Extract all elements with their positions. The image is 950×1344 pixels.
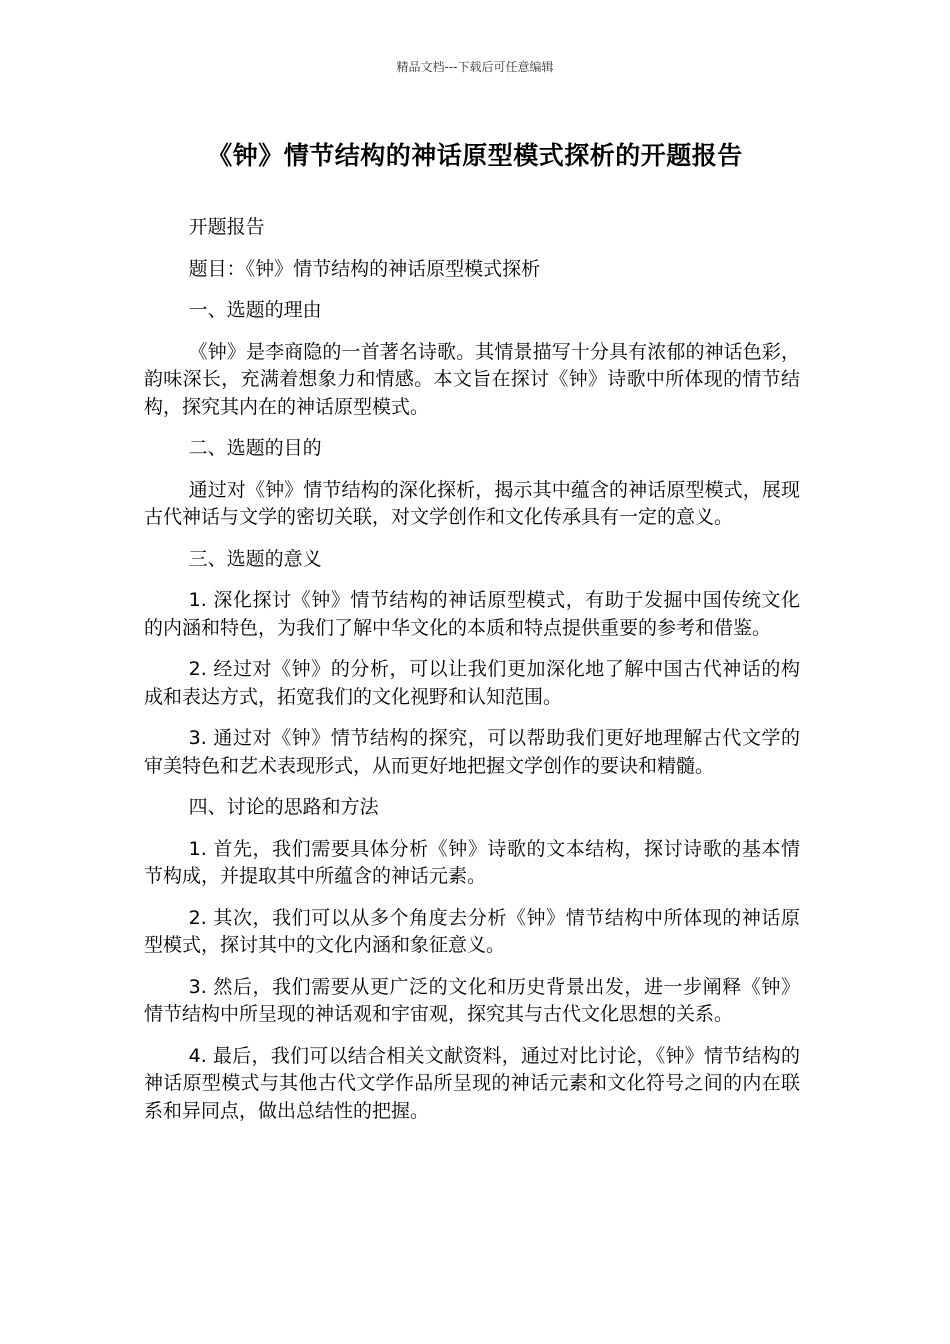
list-item: 2. 其次，我们可以从多个角度去分析《钟》情节结构中所体现的神话原型模式，探讨其中的文化内涵和象征意义。 [144,906,800,956]
document-body [144,214,800,1139]
list-item: 1. 深化探讨《钟》情节结构的神话原型模式，有助于发掘中国传统文化的内涵和特色，为我们了解中华文化的本质和特点提供重要的参考和借鉴。 [144,589,800,639]
section-heading-method: 四、讨论的思路和方法 [188,796,379,818]
list-item: 3. 通过对《钟》情节结构的探究，可以帮助我们更好地理解古代文学的审美特色和艺术表现形式，从而更好地把握文学创作的要诀和精髓。 [144,727,800,777]
section-heading-purpose: 二、选题的目的 [188,437,322,459]
section-heading-significance: 三、选题的意义 [188,547,322,570]
topic-line: 题目：《钟》情节结构的神话原型模式探析 [188,257,541,280]
list-item: 4. 最后，我们可以结合相关文献资料，通过对比讨论，《钟》情节结构的神话原型模式与其他古代文学作品所呈现的神话元素和文化符号之间的内在联系和异同点，做出总结性的把握。 [144,1044,800,1122]
list-item: 3. 然后，我们需要从更广泛的文化和历史背景出发，进一步阐释《钟》情节结构中所呈现的神话观和宇宙观，探究其与古代文化思想的关系。 [144,975,800,1025]
header-note: 精品文档---下载后可任意编辑 [396,60,554,74]
report-label: 开题报告 [188,216,265,238]
list-item: 2. 经过对《钟》的分析，可以让我们更加深化地了解中国古代神话的构成和表达方式，拓宽我们的文化视野和认知范围。 [144,658,800,708]
list-item: 1. 首先，我们需要具体分析《钟》诗歌的文本结构，探讨诗歌的基本情节构成，并提取其中所蕴含的神话元素。 [144,837,800,887]
document-title: 《钟》情节结构的神话原型模式探析的开题报告 [207,141,743,170]
paragraph-purpose: 通过对《钟》情节结构的深化探析，揭示其中蕴含的神话原型模式，展现古代神话与文学的密切关联，对文学创作和文化传承具有一定的意义。 [144,478,800,528]
section-heading-reason: 一、选题的理由 [188,299,322,321]
paragraph-reason: 《钟》是李商隐的一首著名诗歌。其情景描写十分具有浓郁的神话色彩，韵味深长，充满着想象力和情感。本文旨在探讨《钟》诗歌中所体现的情节结构，探究其内在的神话原型模式。 [144,340,800,418]
